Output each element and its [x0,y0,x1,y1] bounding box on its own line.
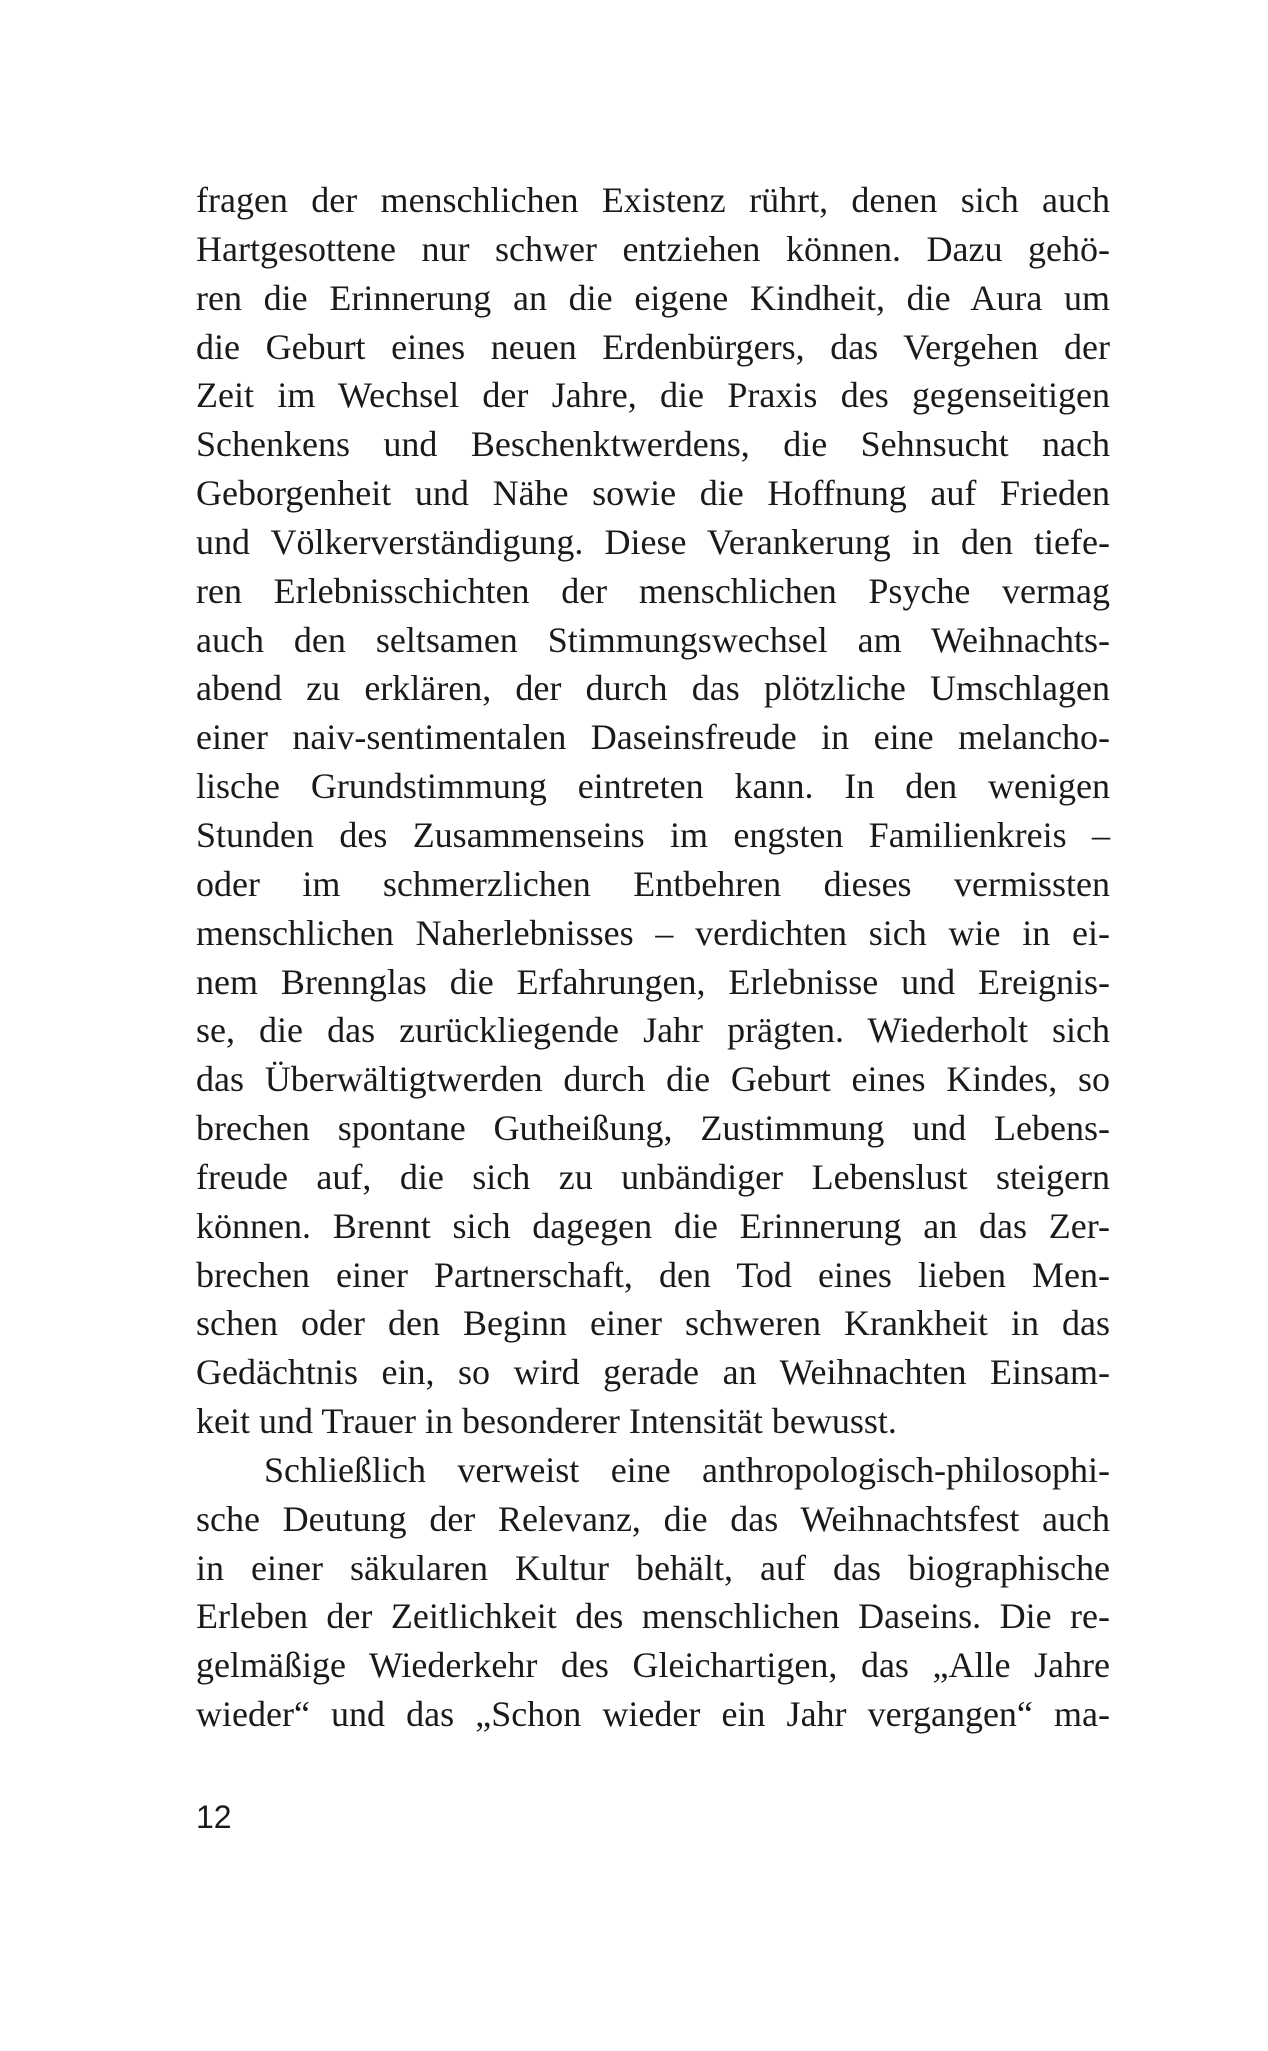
text-line: Erleben der Zeitlichkeit des menschlichen Daseins. Die re- [196,1596,1110,1637]
text-line: se, die das zurückliegende Jahr prägten. Wiederholt sich [196,1010,1110,1051]
text-line: gelmäßige Wiederkehr des Gleichartigen, das „Alle Jahre [196,1645,1110,1686]
text-line: keit und Trauer in besonderer Intensität bewusst. [196,1401,897,1442]
text-line: Schenkens und Beschenktwerdens, die Sehnsucht nach [196,424,1110,465]
text-line: auch den seltsamen Stimmungswechsel am Weihnachts- [196,619,1110,660]
text-line: lische Grundstimmung eintreten kann. In den wenigen [196,766,1110,807]
text-line: nem Brennglas die Erfahrungen, Erlebnisse und Ereignis- [196,961,1110,1002]
text-line: abend zu erklären, der durch das plötzliche Umschlagen [196,668,1110,709]
text-line: Gedächtnis ein, so wird gerade an Weihnachten Einsam- [196,1352,1110,1393]
text-line: schen oder den Beginn einer schweren Krankheit in das [196,1303,1110,1344]
text-line: wieder“ und das „Schon wieder ein Jahr vergangen“ ma- [196,1694,1110,1735]
text-line: die Geburt eines neuen Erdenbürgers, das Vergehen der [196,326,1110,367]
text-line: in einer säkularen Kultur behält, auf das biographische [196,1547,1110,1588]
text-line: brechen spontane Gutheißung, Zustimmung und Lebens- [196,1108,1110,1149]
text-line: und Völkerverständigung. Diese Verankerung in den tiefe- [196,521,1110,562]
text-line: Zeit im Wechsel der Jahre, die Praxis des gegenseitigen [196,375,1110,416]
page-number: 12 [196,1799,232,1835]
text-line: ren Erlebnisschichten der menschlichen Psyche vermag [196,570,1110,611]
text-line: menschlichen Naherlebnisses – verdichten sich wie in ei- [196,912,1110,953]
text-line: ren die Erinnerung an die eigene Kindheit, die Aura um [196,277,1110,318]
text-line: Hartgesottene nur schwer entziehen können. Dazu gehö- [196,228,1110,269]
text-line: freude auf, die sich zu unbändiger Lebenslust steigern [196,1156,1110,1197]
text-line: fragen der menschlichen Existenz rührt, denen sich auch [196,180,1110,220]
text-line: sche Deutung der Relevanz, die das Weihnachtsfest auch [196,1498,1110,1539]
text-line: oder im schmerzlichen Entbehren dieses vermissten [196,863,1110,904]
text-line: Geborgenheit und Nähe sowie die Hoffnung auf Frieden [196,473,1110,514]
text-line: Schließlich verweist eine anthropologisch-philosophi- [264,1449,1110,1490]
text-line: brechen einer Partnerschaft, den Tod eines lieben Men- [196,1254,1110,1295]
text-line: können. Brennt sich dagegen die Erinnerung an das Zer- [196,1205,1110,1246]
body-text [196,176,1110,1739]
text-line: das Überwältigtwerden durch die Geburt eines Kindes, so [196,1059,1110,1100]
text-line: einer naiv-sentimentalen Daseinsfreude in eine melancho- [196,717,1110,758]
text-line: Stunden des Zusammenseins im engsten Familienkreis – [196,814,1110,855]
